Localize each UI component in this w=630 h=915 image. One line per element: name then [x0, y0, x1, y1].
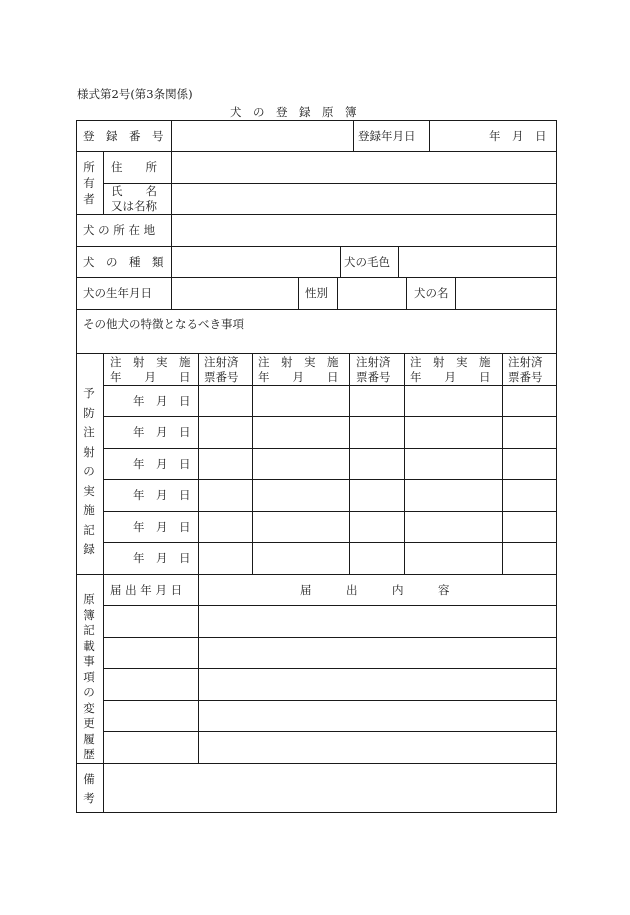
- vaccination-date-header-col1: 注 射 実 施: [110, 355, 191, 369]
- owner-name-field[interactable]: [173, 185, 555, 213]
- registration-number-label: 登 録 番 号: [83, 129, 164, 143]
- dog-birth-date-field[interactable]: [173, 279, 297, 308]
- owner-address-field[interactable]: [173, 153, 555, 182]
- vaccination-row-date[interactable]: 年 月 日: [133, 394, 191, 408]
- vaccination-row-date[interactable]: 年 月 日: [133, 457, 191, 471]
- dog-sex-label: 性別: [305, 286, 328, 300]
- vaccination-ticket-header-col2-sub: 票番号: [356, 370, 391, 384]
- dog-coat-color-field[interactable]: [400, 248, 555, 276]
- dog-name-label: 犬の名: [414, 286, 449, 300]
- vaccination-date-header-col3-sub: 年 月 日: [410, 370, 491, 384]
- vaccination-date-header-col2-sub: 年 月 日: [258, 370, 339, 384]
- form-number-label: 様式第2号(第3条関係): [77, 87, 193, 101]
- change-history-content-cell[interactable]: [200, 702, 555, 730]
- owner-group-label: 所有者: [83, 160, 95, 206]
- registration-date-label: 登録年月日: [358, 129, 416, 143]
- change-history-date-cell[interactable]: [105, 607, 197, 636]
- vaccination-group-label: 予防注射の実施記録: [83, 386, 95, 556]
- document-title: 犬 の 登 録 原 簿: [230, 105, 357, 119]
- change-history-content-cell[interactable]: [200, 607, 555, 636]
- owner-name-label-line2: 又は名称: [111, 199, 157, 213]
- dog-breed-field[interactable]: [173, 248, 339, 276]
- vaccination-row-date[interactable]: 年 月 日: [133, 488, 191, 502]
- change-history-date-cell[interactable]: [105, 670, 197, 699]
- change-history-content-cell[interactable]: [200, 639, 555, 667]
- vaccination-ticket-header-col1: 注射済: [204, 355, 239, 369]
- dog-location-field[interactable]: [173, 216, 555, 245]
- change-history-group-label: 原簿記載事項の変更履歴: [83, 592, 95, 761]
- change-history-date-cell[interactable]: [105, 733, 197, 762]
- dog-features-field[interactable]: [78, 332, 555, 352]
- change-history-content-cell[interactable]: [200, 733, 555, 762]
- vaccination-date-header-col2: 注 射 実 施: [258, 355, 339, 369]
- registration-number-field[interactable]: [173, 122, 352, 150]
- vaccination-date-header-col1-sub: 年 月 日: [110, 370, 191, 384]
- change-history-content-cell[interactable]: [200, 670, 555, 699]
- vaccination-ticket-header-col2: 注射済: [356, 355, 391, 369]
- change-history-content-header: 届 出 内 容: [300, 583, 450, 597]
- dog-sex-field[interactable]: [339, 279, 405, 308]
- change-history-date-cell[interactable]: [105, 702, 197, 730]
- dog-coat-color-label: 犬の毛色: [344, 255, 390, 269]
- registration-date-value[interactable]: 年 月 日: [489, 129, 547, 143]
- owner-name-label-line1: 氏 名: [111, 184, 157, 198]
- dog-features-label: その他犬の特徴となるべき事項: [83, 317, 244, 331]
- vaccination-ticket-header-col3-sub: 票番号: [508, 370, 543, 384]
- vaccination-row-date[interactable]: 年 月 日: [133, 425, 191, 439]
- remarks-label: 備考: [83, 772, 95, 805]
- vaccination-row-date[interactable]: 年 月 日: [133, 520, 191, 534]
- dog-breed-label: 犬 の 種 類: [83, 255, 164, 269]
- vaccination-ticket-header-col1-sub: 票番号: [204, 370, 239, 384]
- vaccination-row-date[interactable]: 年 月 日: [133, 551, 191, 565]
- dog-birth-date-label: 犬の生年月日: [83, 286, 152, 300]
- registry-form-table: [76, 120, 557, 813]
- dog-location-label: 犬 の 所 在 地: [83, 223, 156, 237]
- change-history-date-cell[interactable]: [105, 639, 197, 667]
- owner-address-label: 住 所: [111, 160, 157, 174]
- vaccination-date-header-col3: 注 射 実 施: [410, 355, 491, 369]
- change-history-date-header: 届 出 年 月 日: [110, 583, 183, 597]
- remarks-field[interactable]: [105, 765, 555, 811]
- vaccination-ticket-header-col3: 注射済: [508, 355, 543, 369]
- dog-name-field[interactable]: [457, 279, 555, 308]
